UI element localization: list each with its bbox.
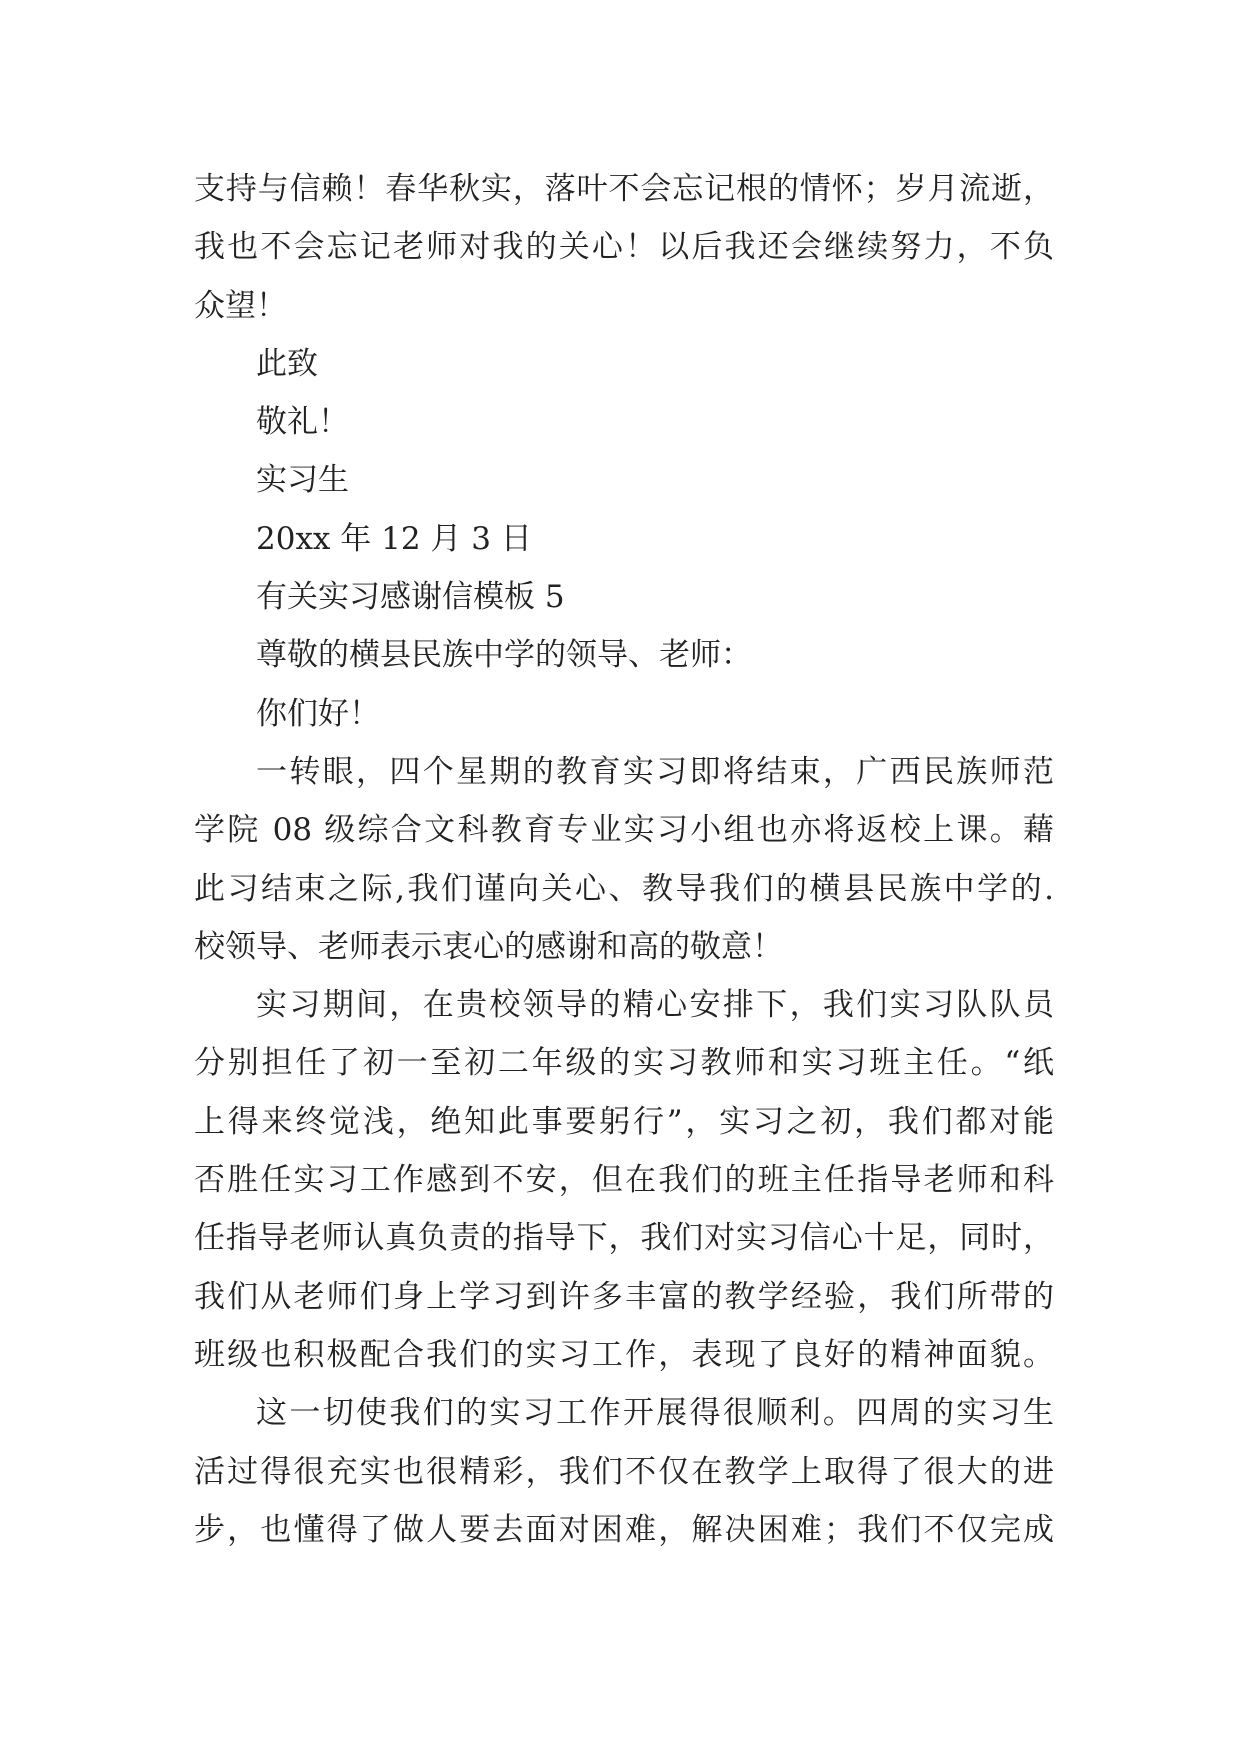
- text-line: 有关实习感谢信模板 5: [256, 579, 565, 616]
- text-line: 敬礼！: [256, 404, 349, 441]
- text-line: 这一切使我们的实习工作开展得很顺利。四周的实习生: [256, 1395, 1054, 1432]
- text-line: 分别担任了初一至初二年级的实习教师和实习班主任。“纸: [194, 1045, 1054, 1082]
- text-line: 尊敬的横县民族中学的领导、老师：: [256, 637, 752, 674]
- text-line: 你们好！: [256, 695, 380, 732]
- text-line: 实习期间，在贵校领导的精心安排下，我们实习队队员: [256, 987, 1054, 1024]
- text-line: 学院 08 级综合文科教育专业实习小组也亦将返校上课。藉: [194, 812, 1054, 849]
- text-line: 步，也懂得了做人要去面对困难，解决困难；我们不仅完成: [194, 1511, 1054, 1548]
- text-line: 众望！: [194, 287, 287, 324]
- text-line: 此致: [256, 345, 318, 382]
- letter-body: [194, 160, 1054, 1559]
- text-line: 支持与信赖！春华秋实，落叶不会忘记根的情怀；岁月流逝，: [194, 171, 1054, 207]
- text-line: 否胜任实习工作感到不安，但在我们的班主任指导老师和科: [194, 1162, 1054, 1199]
- text-line: 我也不会忘记老师对我的关心！以后我还会继续努力，不负: [194, 229, 1054, 266]
- text-line: 班级也积极配合我们的实习工作，表现了良好的精神面貌。: [194, 1336, 1054, 1373]
- text-line: 活过得很充实也很精彩，我们不仅在教学上取得了很大的进: [194, 1453, 1054, 1490]
- text-line: 我们从老师们身上学习到许多丰富的教学经验，我们所带的: [194, 1278, 1054, 1315]
- text-line: 任指导老师认真负责的指导下，我们对实习信心十足，同时，: [194, 1220, 1054, 1257]
- text-line: 校领导、老师表示衷心的感谢和高的敬意！: [194, 928, 783, 965]
- text-line: 上得来终觉浅，绝知此事要躬行”，实习之初，我们都对能: [194, 1103, 1054, 1140]
- text-line: 20xx 年 12 月 3 日: [256, 520, 532, 557]
- text-line: 此习结束之际,我们谨向关心、教导我们的横县民族中学的.: [194, 870, 1054, 907]
- text-line: 一转眼，四个星期的教育实习即将结束，广西民族师范: [256, 753, 1054, 790]
- text-line: 实习生: [256, 462, 349, 499]
